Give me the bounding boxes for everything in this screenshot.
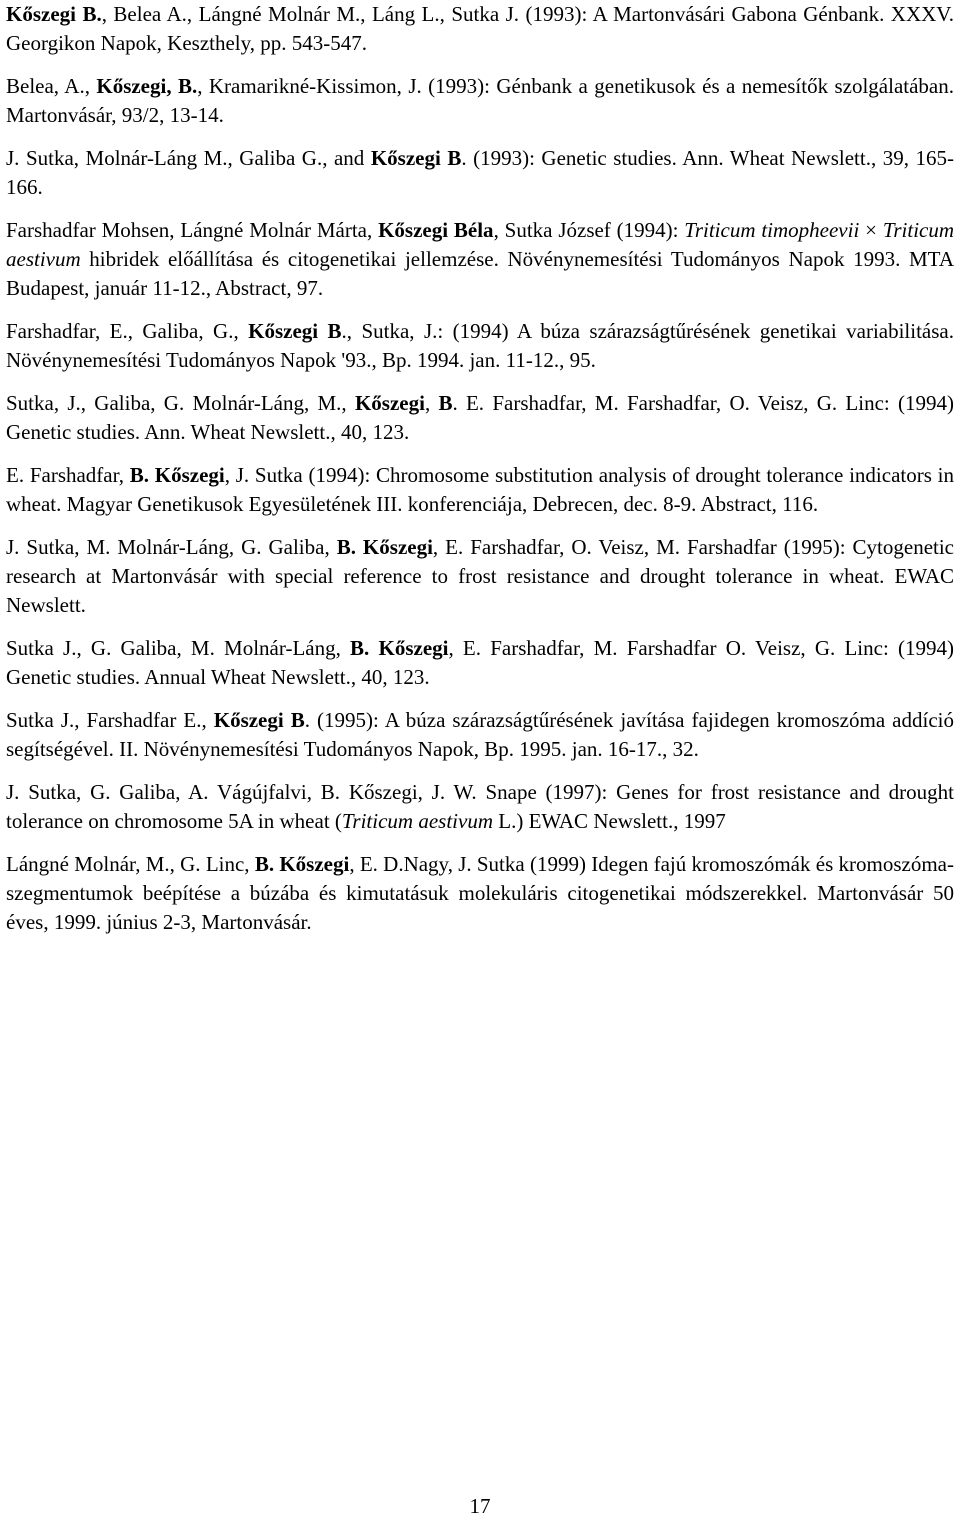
reference-text: Sutka J., G. Galiba, M. Molnár-Láng, <box>6 636 351 660</box>
reference-text: , <box>424 391 439 415</box>
reference-text: Farshadfar Mohsen, Lángné Molnár Márta, <box>6 218 379 242</box>
author-highlight: Kőszegi Béla <box>378 218 494 242</box>
reference-list <box>6 0 954 951</box>
reference-text: Belea, A., <box>6 74 97 98</box>
reference-text: . (1995): A búza szárazságtűrésének javítása fajidegen kromoszóma addíció segítségével. II. Növénynemesítési Tudományos Napok, Bp. 1995. jan. 16-17., 32. <box>6 708 954 761</box>
reference-text: Lángné Molnár, M., G. Linc, <box>6 852 255 876</box>
species-name: Triticum timopheevii <box>684 218 860 242</box>
reference-text: J. Sutka, Molnár-Láng M., Galiba G., and <box>6 146 371 170</box>
reference-text: . (1993): Genetic studies. Ann. Wheat Newslett., 39, 165-166. <box>6 146 954 199</box>
reference-text: , Kramarikné-Kissimon, J. (1993): Génbank a genetikusok és a nemesítők szolgálatában. Martonvásár, 93/2, 13-14. <box>6 74 954 127</box>
reference-text: . E. Farshadfar, M. Farshadfar, O. Veisz, G. Linc: (1994) Genetic studies. Ann. Wheat Newslett., 40, 123. <box>6 391 954 444</box>
reference-text: J. Sutka, M. Molnár-Láng, G. Galiba, <box>6 535 337 559</box>
reference-text: Farshadfar, E., Galiba, G., <box>6 319 249 343</box>
reference-text: E. Farshadfar, <box>6 463 130 487</box>
reference-text: Sutka, J., Galiba, G. Molnár-Láng, M., <box>6 391 355 415</box>
reference-entry <box>6 216 954 303</box>
reference-entry <box>6 634 954 692</box>
reference-entry <box>6 72 954 130</box>
author-highlight: Kőszegi B <box>213 708 305 732</box>
author-highlight: B. Kőszegi <box>254 852 350 876</box>
reference-text: L.) EWAC Newslett., 1997 <box>493 809 726 833</box>
reference-entry <box>6 706 954 764</box>
author-highlight: B. Kőszegi <box>129 463 225 487</box>
reference-entry <box>6 461 954 519</box>
author-highlight: B <box>438 391 453 415</box>
author-highlight: Kőszegi B <box>370 146 462 170</box>
reference-text: , Sutka József (1994): <box>493 218 685 242</box>
reference-text: , Belea A., Lángné Molnár M., Láng L., Sutka J. (1993): A Martonvásári Gabona Génbank. XXXV. Georgikon Napok, Keszthely, pp. 543-547. <box>6 2 954 55</box>
reference-entry <box>6 0 954 58</box>
reference-entry <box>6 389 954 447</box>
reference-text: J. Sutka, G. Galiba, A. Vágújfalvi, B. Kőszegi, J. W. Snape (1997): Genes for frost resistance and drought tolerance on chromosome 5A in wheat ( <box>6 780 954 833</box>
reference-text: , J. Sutka (1994): Chromosome substitution analysis of drought tolerance indicators in wheat. Magyar Genetikusok Egyesületének III. konferenciája, Debrecen, dec. 8-9. Abstract, 116. <box>6 463 954 516</box>
author-highlight: B. Kőszegi <box>350 636 449 660</box>
reference-text: hibridek előállítása és citogenetikai jellemzése. Növénynemesítési Tudományos Napok 1993. MTA Budapest, január 11-12., Abstract, 97. <box>6 247 954 300</box>
reference-entry <box>6 533 954 620</box>
reference-text: , E. D.Nagy, J. Sutka (1999) Idegen fajú kromoszómák és kromoszóma-szegmentumok beépítése a búzába és kimutatásuk molekuláris citogenetikai módszerekkel. Martonvásár 50 éves, 1999. június 2-3, Martonvásár. <box>6 852 954 934</box>
species-name: Triticum aestivum <box>341 809 493 833</box>
species-name: Triticum aestivum <box>6 218 955 271</box>
author-highlight: Kőszegi, B. <box>96 74 198 98</box>
reference-entry <box>6 778 954 836</box>
reference-text: , E. Farshadfar, M. Farshadfar O. Veisz, G. Linc: (1994) Genetic studies. Annual Wheat Newslett., 40, 123. <box>6 636 954 689</box>
reference-text: ., Sutka, J.: (1994) A búza szárazságtűrésének genetikai variabilitása. Növénynemesítési Tudományos Napok '93., Bp. 1994. jan. 11-12., 95. <box>6 319 954 372</box>
reference-text: × <box>859 218 883 242</box>
author-highlight: Kőszegi B. <box>6 2 102 26</box>
reference-entry <box>6 317 954 375</box>
reference-entry <box>6 850 954 937</box>
reference-text: Sutka J., Farshadfar E., <box>6 708 214 732</box>
author-highlight: Kőszegi B <box>248 319 342 343</box>
author-highlight: Kőszegi <box>354 391 425 415</box>
page-number: 17 <box>469 1494 491 1518</box>
reference-entry <box>6 144 954 202</box>
author-highlight: B. Kőszegi <box>336 535 433 559</box>
reference-text: , E. Farshadfar, O. Veisz, M. Farshadfar (1995): Cytogenetic research at Martonvásár with special reference to frost resistance and drought tolerance in wheat. EWAC Newslett. <box>6 535 955 617</box>
